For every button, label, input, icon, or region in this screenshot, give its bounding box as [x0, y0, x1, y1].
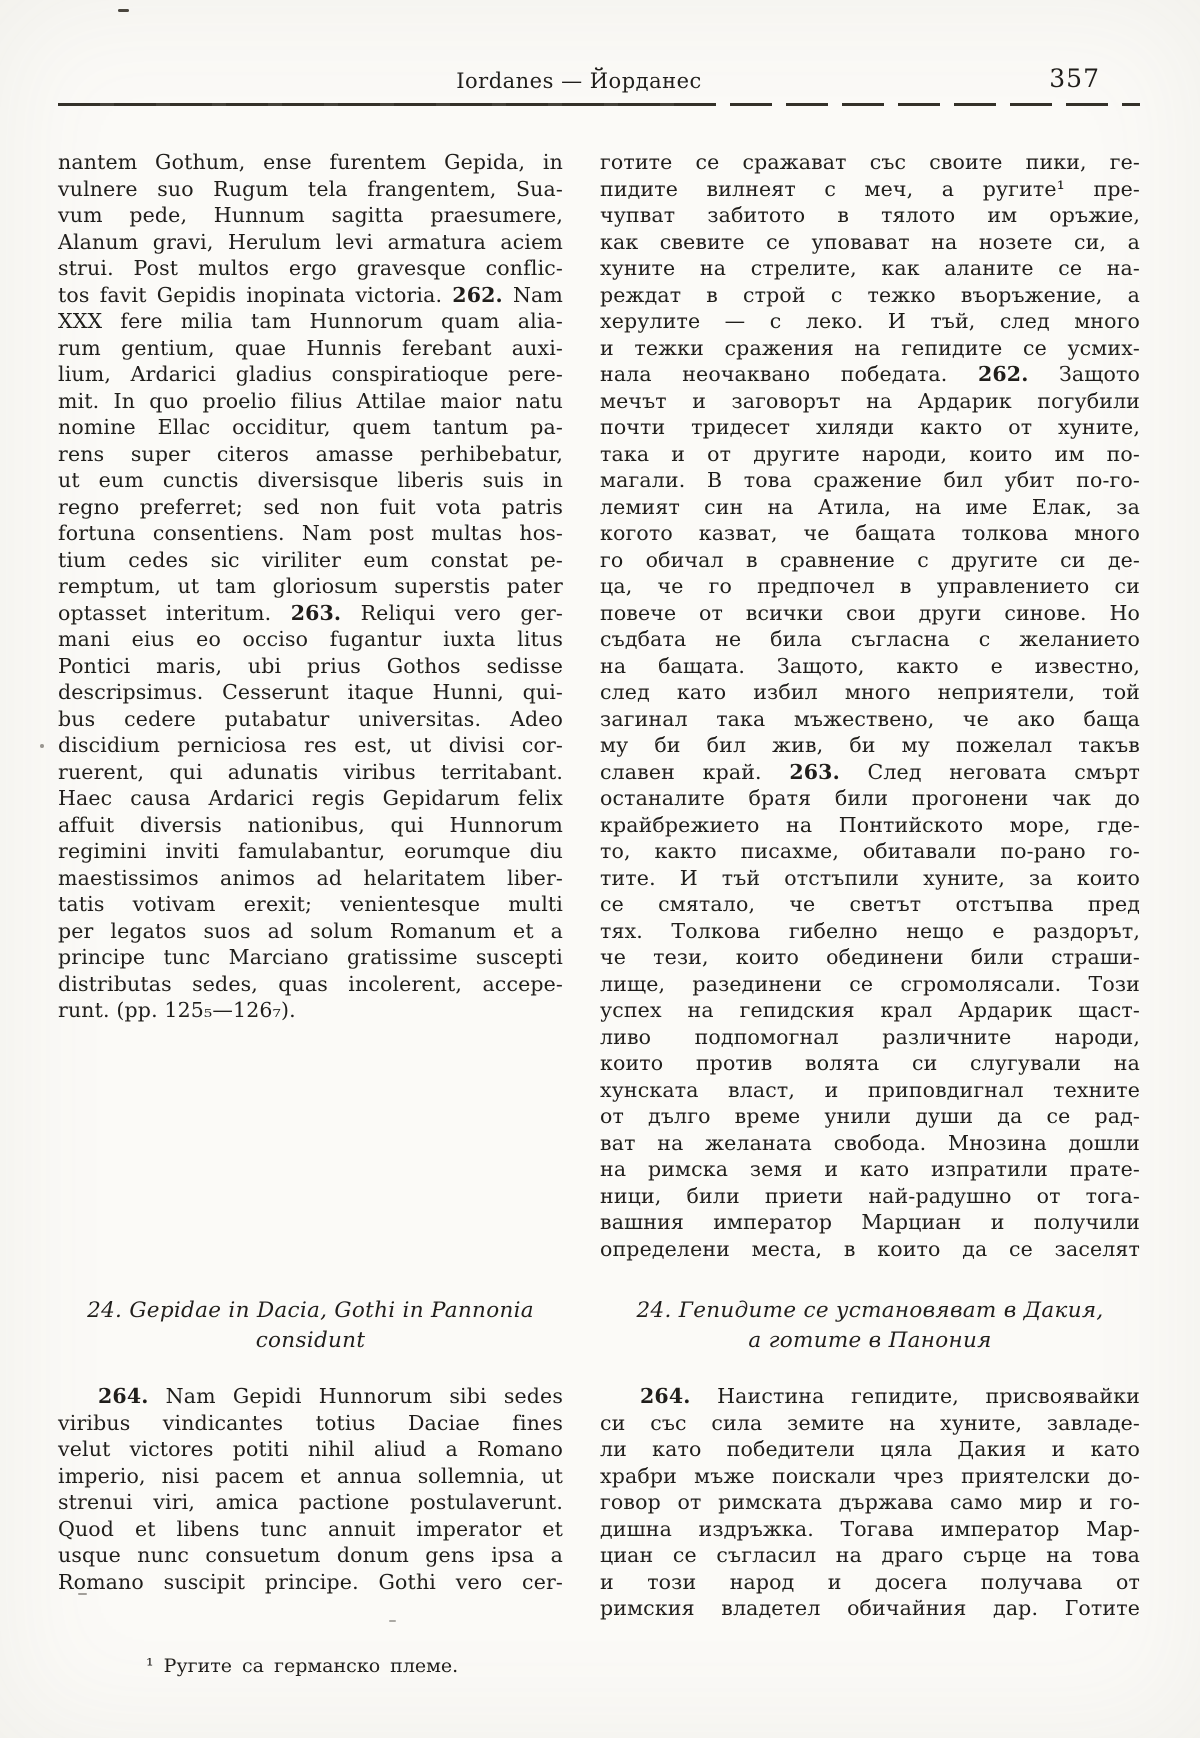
- text-line: успех на гепидския крал Ардарик щаст-: [600, 998, 1140, 1022]
- bulgarian-section-heading-line2: а готите в Панония: [748, 1328, 992, 1353]
- header-rule: [58, 103, 1140, 106]
- text-line: fortuna consentiens. Nam post multas hos-: [58, 521, 563, 545]
- text-line: говор от римската държава само мир и го-: [600, 1490, 1140, 1514]
- text-line: ли като победители цяла Дакия и като: [600, 1437, 1140, 1461]
- latin-section-24: [58, 1262, 563, 1622]
- text-line: лище, разединени се сгромолясали. Този: [600, 971, 1140, 996]
- text-line: affuit diversis nationibus, qui Hunnorum: [58, 812, 563, 837]
- text-line: usque nunc consuetum donum gens ipsa a: [58, 1543, 563, 1567]
- text-line: Romano suscipit principe. Gothi vero cer-: [58, 1569, 563, 1594]
- text-line: чупват забитото в тялото им оръжие,: [600, 203, 1140, 227]
- text-line: nomine Ellac occiditur, quem tantum pa-: [58, 415, 563, 439]
- text-line: Quod et libens tunc annuit imperator et: [58, 1516, 563, 1541]
- text-line: rens super citeros amasse perhibebatur,: [58, 441, 563, 466]
- footnote: ¹ Ругите са германско племе.: [146, 1654, 459, 1677]
- text-line: tos favit Gepidis inopinata victoria. 262. Nam: [58, 282, 563, 307]
- text-line: магали. В това сражение бил убит по-го-: [600, 468, 1140, 492]
- text-line: циан се съгласил на драго сърце на това: [600, 1543, 1140, 1567]
- text-line: дишна издръжка. Тогава император Мар-: [600, 1516, 1140, 1541]
- text-line: lium, Ardarici gladius conspiratioque pere-: [58, 362, 563, 386]
- scan-speck: [389, 1620, 396, 1622]
- text-line: XXX fere milia tam Hunnorum quam alia-: [58, 309, 563, 333]
- text-columns: [58, 149, 1140, 1622]
- text-line: ници, били приети най-радушно от тога-: [600, 1183, 1140, 1208]
- text-line: maestissimos animos ad helaritatem liber-: [58, 865, 563, 890]
- text-line: runt. (pp. 125₅—126₇).: [58, 998, 296, 1022]
- latin-section-heading-line1: 24. Gepidae in Dacia, Gothi in Pannonia: [87, 1298, 534, 1323]
- text-line: на римска земя и като изпратили прате-: [600, 1157, 1140, 1181]
- text-line: regno preferret; sed non fuit vota patris: [58, 494, 563, 519]
- text-line: remptum, ut tam gloriosum superstis pater: [58, 574, 563, 598]
- text-line: славен край. 263. След неговата смърт: [600, 759, 1140, 784]
- text-line: му би бил жив, би му пожелал такъв: [600, 733, 1140, 757]
- text-line: rum gentium, quae Hunnis ferebant auxi-: [58, 335, 563, 360]
- bulgarian-continued-paragraph: [600, 149, 1140, 1262]
- text-line: velut victores potiti nihil aliud a Romano: [58, 1437, 563, 1461]
- text-line: нала неочаквано победата. 262. Защото: [600, 362, 1140, 386]
- bulgarian-section-24: [600, 1262, 1140, 1622]
- text-line: то, както писахме, обитавали по-рано го-: [600, 839, 1140, 863]
- text-line: ливо подпомогнал различните народи,: [600, 1024, 1140, 1049]
- text-line: загинал така мъжествено, че ако баща: [600, 706, 1140, 731]
- text-line: хуните на стрелите, как аланите се на-: [600, 256, 1140, 280]
- text-line: Alanum gravi, Herulum levi armatura aciem: [58, 229, 563, 254]
- latin-continued-paragraph: [58, 149, 563, 1262]
- text-line: крайбрежието на Понтийското море, где-: [600, 812, 1140, 837]
- text-line: и тежки сражения на гепидите се усмих-: [600, 335, 1140, 360]
- text-line: ват на желаната свобода. Мнозина дошли: [600, 1130, 1140, 1155]
- page-header: [58, 0, 1140, 116]
- text-line: хунската власт, и приповдигнал техните: [600, 1077, 1140, 1102]
- text-line: от дълго време унили души да се рад-: [600, 1104, 1140, 1128]
- text-line: mit. In quo proelio filius Attilae maior natu: [58, 388, 563, 413]
- text-line: го обичал в сравнение с другите си де-: [600, 547, 1140, 572]
- text-line: ца, че го предпочел в управлението си: [600, 574, 1140, 598]
- text-line: 264. Наистина гепидите, присвоявайки: [640, 1384, 1140, 1408]
- text-line: римския владетел обичайния дар. Готите: [600, 1596, 1140, 1620]
- latin-section-heading: [58, 1296, 563, 1356]
- text-line: съдбата не била съгласна с желанието: [600, 627, 1140, 651]
- text-line: които против волята си слугували на: [600, 1051, 1140, 1075]
- text-line: Pontici maris, ubi prius Gothos sedisse: [58, 653, 563, 678]
- bulgarian-section-heading: [600, 1296, 1140, 1356]
- text-line: regimini inviti famulabantur, eorumque diu: [58, 839, 563, 863]
- text-line: discidium perniciosa res est, ut divisi cor-: [58, 733, 563, 757]
- text-line: vulnere suo Rugum tela frangentem, Sua-: [58, 176, 563, 201]
- scan-speck: [40, 744, 44, 748]
- text-line: се смятало, че светът отстъпва пред: [600, 892, 1140, 916]
- latin-paragraph-264: [58, 1383, 563, 1595]
- text-line: ut eum cunctis diversisque liberis suis in: [58, 468, 563, 492]
- text-line: че тези, които обединени били страши-: [600, 945, 1140, 969]
- running-title: Iordanes — Йорданес: [456, 69, 702, 93]
- text-line: tatis votivam erexit; venientesque multi: [58, 892, 563, 916]
- text-line: тях. Толкова гибелно нещо е раздорът,: [600, 918, 1140, 943]
- text-line: лемият син на Атила, на име Елак, за: [600, 494, 1140, 519]
- text-line: strenui viri, amica pactione postulaverunt.: [58, 1490, 563, 1514]
- text-line: strui. Post multos ergo gravesque conflic-: [58, 256, 563, 280]
- text-line: тите. И тъй отстъпили хуните, за които: [600, 865, 1140, 890]
- text-line: imperio, nisi pacem et annua sollemnia, ut: [58, 1463, 563, 1488]
- text-line: distributas sedes, quas incolerent, accepe-: [58, 971, 563, 996]
- latin-section-heading-line2: considunt: [255, 1328, 366, 1353]
- text-line: след като избил много неприятели, той: [600, 680, 1140, 704]
- text-line: mani eius eo occiso fugantur iuxta litus: [58, 627, 563, 651]
- page-number: 357: [1049, 64, 1100, 93]
- text-line: повече от всички свои други синове. Но: [600, 600, 1140, 625]
- text-line: реждат в строй с тежко въоръжение, а: [600, 282, 1140, 307]
- text-line: херулите — с леко. И тъй, след много: [600, 309, 1140, 333]
- text-line: така и от другите народи, които им по-: [600, 441, 1140, 466]
- text-line: когото казват, че бащата толкова много: [600, 521, 1140, 545]
- text-line: пидите вилнеят с меч, а ругите¹ пре-: [600, 176, 1140, 201]
- text-line: определени места, в които да се заселят: [600, 1236, 1140, 1261]
- text-line: останалите братя били прогонени чак до: [600, 786, 1140, 810]
- text-line: Haec causa Ardarici regis Gepidarum felix: [58, 786, 563, 810]
- bulgarian-section-heading-line1: 24. Гепидите се установяват в Дакия,: [636, 1298, 1104, 1323]
- text-line: и този народ и досега получава от: [600, 1569, 1140, 1594]
- text-line: vum pede, Hunnum sagitta praesumere,: [58, 203, 563, 227]
- text-line: principe tunc Marciano gratissime suscepti: [58, 945, 563, 969]
- text-line: descripsimus. Cesserunt itaque Hunni, qui-: [58, 680, 563, 704]
- text-line: как свевите се уповават на нозете си, а: [600, 229, 1140, 254]
- text-line: почти тридесет хиляди както от хуните,: [600, 415, 1140, 439]
- text-line: готите се сражават със своите пики, ге-: [600, 150, 1140, 174]
- text-line: вашния император Марциан и получили: [600, 1210, 1140, 1234]
- bulgarian-paragraph-264: [600, 1383, 1140, 1622]
- page-footer: [58, 1653, 1140, 1679]
- text-line: мечът и заговорът на Ардарик погубили: [600, 388, 1140, 413]
- text-line: храбри мъже поискали чрез приятелски до-: [600, 1463, 1140, 1488]
- text-line: bus cedere putabatur universitas. Adeo: [58, 706, 563, 731]
- text-line: viribus vindicantes totius Daciae fines: [58, 1410, 563, 1435]
- text-line: си със сила земите на хуните, завладе-: [600, 1410, 1140, 1435]
- text-line: tium cedes sic viriliter eum constat pe-: [58, 547, 563, 572]
- text-line: nantem Gothum, ense furentem Gepida, in: [58, 150, 563, 174]
- scan-speck: [78, 1593, 87, 1595]
- text-line: optasset interitum. 263. Reliqui vero ger-: [58, 600, 564, 625]
- text-line: 264. Nam Gepidi Hunnorum sibi sedes: [98, 1384, 563, 1408]
- text-line: per legatos suos ad solum Romanum et a: [58, 918, 563, 943]
- text-line: ruerent, qui adunatis viribus territabant.: [58, 759, 563, 784]
- text-line: на бащата. Защото, както е известно,: [600, 653, 1140, 678]
